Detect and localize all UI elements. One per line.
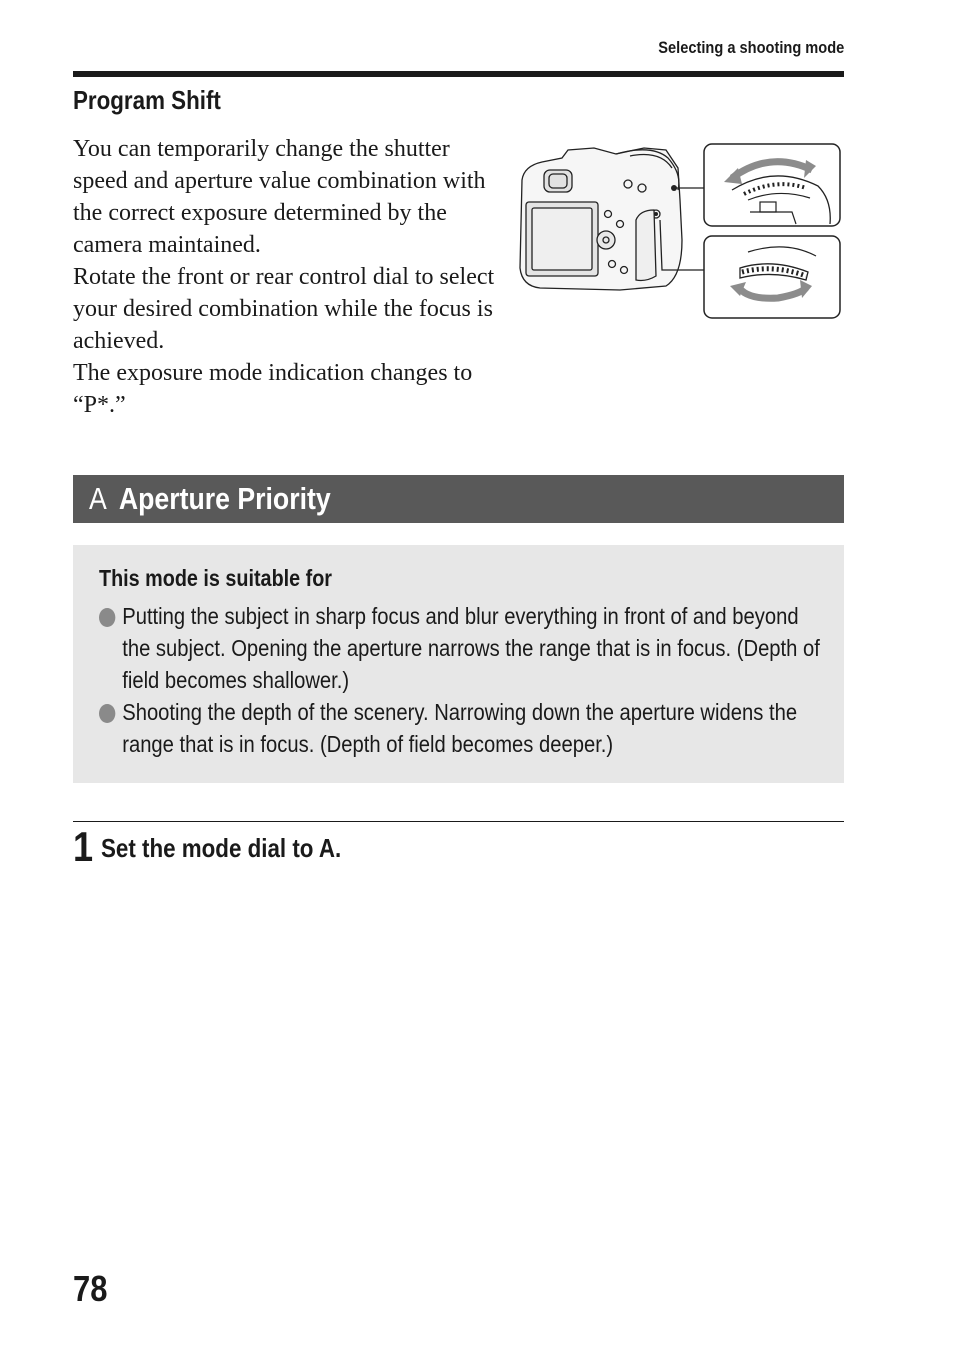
bullet-text: Putting the subject in sharp focus and blur everything in front of and beyond the subject. Opening the aperture narrows the range that is in focus. (Depth of field becomes shallower.) — [122, 603, 820, 693]
aperture-priority-banner — [73, 475, 844, 523]
step-text: Set the mode dial to A. — [101, 833, 342, 863]
step-rule — [73, 821, 844, 822]
suitable-title: This mode is suitable for — [99, 565, 333, 591]
bullet-icon — [99, 704, 115, 723]
control-dial-figure — [516, 140, 844, 322]
program-shift-body — [73, 133, 503, 421]
header-rule — [73, 71, 844, 77]
section-heading: Program Shift — [73, 85, 221, 115]
bullet-text: Shooting the depth of the scenery. Narrowing down the aperture widens the range that is in focus. (Depth of field becomes deeper.) — [122, 699, 798, 757]
running-header: Selecting a shooting mode — [657, 38, 844, 57]
page-number: 78 — [73, 1268, 108, 1309]
paragraph: Rotate the front or rear control dial to select your desired combination while the focus is achieved. — [73, 264, 495, 354]
paragraph: The exposure mode indication changes to “P*.” — [73, 360, 473, 418]
bullet-icon — [99, 608, 115, 627]
suitable-for-box — [73, 545, 844, 783]
banner-title: Aperture Priority — [118, 481, 331, 516]
camera-illustration — [516, 140, 844, 322]
mode-a-icon: A — [89, 481, 107, 516]
paragraph: You can temporarily change the shutter speed and aperture value combination with the correct exposure determined by the camera maintained. — [73, 136, 486, 258]
list-item — [99, 600, 823, 696]
list-item — [99, 696, 823, 760]
step-number: 1 — [73, 823, 94, 870]
